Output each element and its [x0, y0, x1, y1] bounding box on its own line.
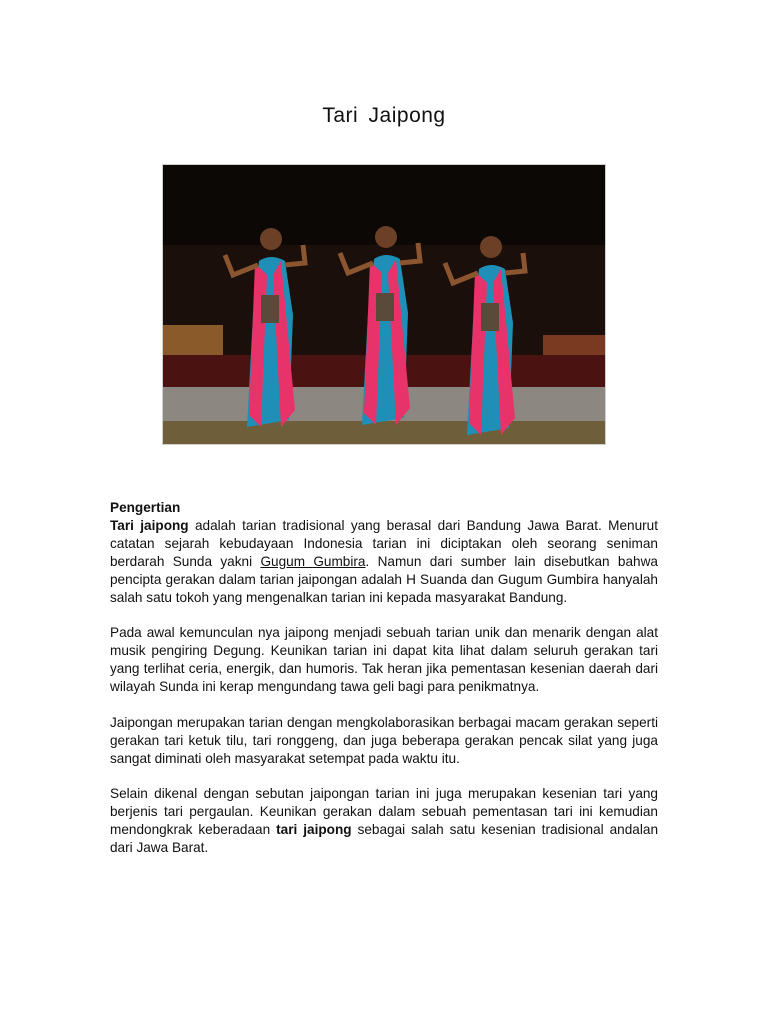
gugum-gumbira-link[interactable]: Gugum Gumbira [260, 553, 366, 569]
dancers-photo [162, 164, 606, 445]
paragraph-1 [110, 499, 658, 606]
paragraph-4 [110, 785, 658, 857]
document-body [110, 499, 658, 875]
paragraph-text: Selain dikenal dengan sebutan jaipongan tarian ini juga merupakan kesenian tari yang berjenis tari pergaulan. Keunikan gerakan dalam sebuah pementasan tari ini kemudian mendongkrak keberadaan [110, 786, 658, 838]
paragraph-3: Jaipongan merupakan tarian dengan mengkolaborasikan berbagai macam gerakan seperti gerakan tari ketuk tilu, tari ronggeng, dan juga beberapa gerakan pencak silat yang juga sangat diminati oleh masyarakat setempat pada waktu itu. [110, 714, 658, 766]
section-heading: Pengertian [110, 500, 181, 515]
paragraph-2: Pada awal kemunculan nya jaipong menjadi sebuah tarian unik dan menarik dengan alat musik pengiring Degung. Keunikan tarian ini dapat kita lihat dalam seluruh gerakan tari yang terlihat ceria, energik, dan humoris. Tak heran jika pementasan kesenian daerah dari wilayah Sunda ini kerap mengundang tawa geli bagi para penikmatnya. [110, 625, 658, 695]
paragraph-text: sebagai salah satu kesenian tradisional andalan dari Jawa Barat. [110, 822, 658, 856]
paragraph-text: adalah tarian tradisional yang berasal dari Bandung Jawa Barat. Menurut catatan sejarah kebudayaan Indonesia tarian ini diciptakan oleh seorang seniman berdarah Sunda yakni [110, 517, 658, 569]
bold-term: tari jaipong [276, 822, 352, 838]
bold-term: Tari jaipong [110, 517, 189, 533]
paragraph-text: . Namun dari sumber lain disebutkan bahwa pencipta gerakan dalam tarian jaipongan adalah H Suanda dan Gugum Gumbira hanyalah salah satu tokoh yang mengenalkan tarian ini kepada masyarakat Bandung. [110, 553, 658, 605]
document-title: Tari Jaipong [322, 104, 446, 127]
